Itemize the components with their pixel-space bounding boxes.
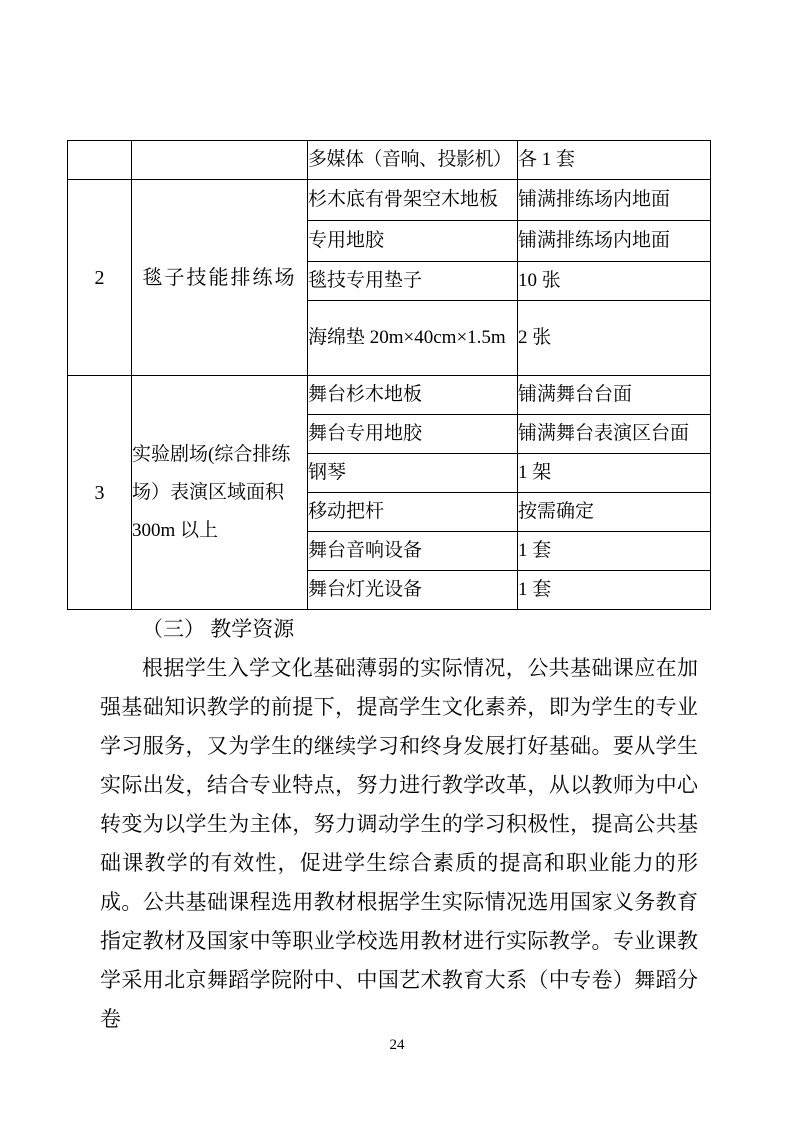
table-row-continuation xyxy=(68,141,711,180)
equipment-cell: 钢琴 xyxy=(308,454,518,493)
quantity-cell: 铺满排练场内地面 xyxy=(518,180,711,221)
venue-cell: 毯子技能排练场 xyxy=(132,180,308,376)
equipment-cell: 舞台音响设备 xyxy=(308,532,518,571)
quantity-cell: 铺满舞台台面 xyxy=(518,376,711,415)
equipment-cell: 杉木底有骨架空木地板 xyxy=(308,180,518,221)
page-number: 24 xyxy=(389,1037,405,1053)
quantity-cell: 各 1 套 xyxy=(518,141,711,180)
section-heading: （三） 教学资源 xyxy=(142,617,295,641)
quantity-cell: 铺满舞台表演区台面 xyxy=(518,415,711,454)
equipment-cell: 多媒体（音响、投影机） xyxy=(308,141,518,180)
equipment-cell: 舞台专用地胶 xyxy=(308,415,518,454)
page-footer xyxy=(0,1037,794,1054)
body-text-block xyxy=(100,610,698,1039)
section-number-cell: 3 xyxy=(68,376,132,610)
equipment-cell: 移动把杆 xyxy=(308,493,518,532)
table-row xyxy=(68,180,711,221)
quantity-cell: 1 套 xyxy=(518,571,711,610)
equipment-cell: 海绵垫 20m×40cm×1.5m xyxy=(308,301,518,376)
quantity-cell: 铺满排练场内地面 xyxy=(518,221,711,262)
empty-no-cell xyxy=(68,141,132,180)
quantity-cell: 10 张 xyxy=(518,262,711,301)
equipment-cell: 专用地胶 xyxy=(308,221,518,262)
venue-cell: 实验剧场(综合排练场）表演区域面积 300m 以上 xyxy=(132,376,308,610)
quantity-cell: 1 架 xyxy=(518,454,711,493)
body-paragraph: 根据学生入学文化基础薄弱的实际情况，公共基础课应在加强基础知识教学的前提下，提高学生文化素养，即为学生的专业学习服务，又为学生的继续学习和终身发展打好基础。要从学生实际出发，结合专业特点，努力进行教学改革，从以教师为中心转变为以学生为主体，努力调动学生的学习积极性，提高公共基础课教学的有效性，促进学生综合素质的提高和职业能力的形成。公共基础课程选用教材根据学生实际情况选用国家义务教育指定教材及国家中等职业学校选用教材进行实际教学。专业课教学采用北京舞蹈学院附中、中国艺术教育大系（中专卷）舞蹈分卷 xyxy=(100,656,698,1031)
table-row xyxy=(68,376,711,415)
equipment-cell: 毯技专用垫子 xyxy=(308,262,518,301)
quantity-cell: 1 套 xyxy=(518,532,711,571)
quantity-cell: 按需确定 xyxy=(518,493,711,532)
equipment-cell: 舞台杉木地板 xyxy=(308,376,518,415)
empty-venue-cell xyxy=(132,141,308,180)
equipment-cell: 舞台灯光设备 xyxy=(308,571,518,610)
quantity-cell: 2 张 xyxy=(518,301,711,376)
section-number-cell: 2 xyxy=(68,180,132,376)
equipment-table xyxy=(67,140,711,610)
